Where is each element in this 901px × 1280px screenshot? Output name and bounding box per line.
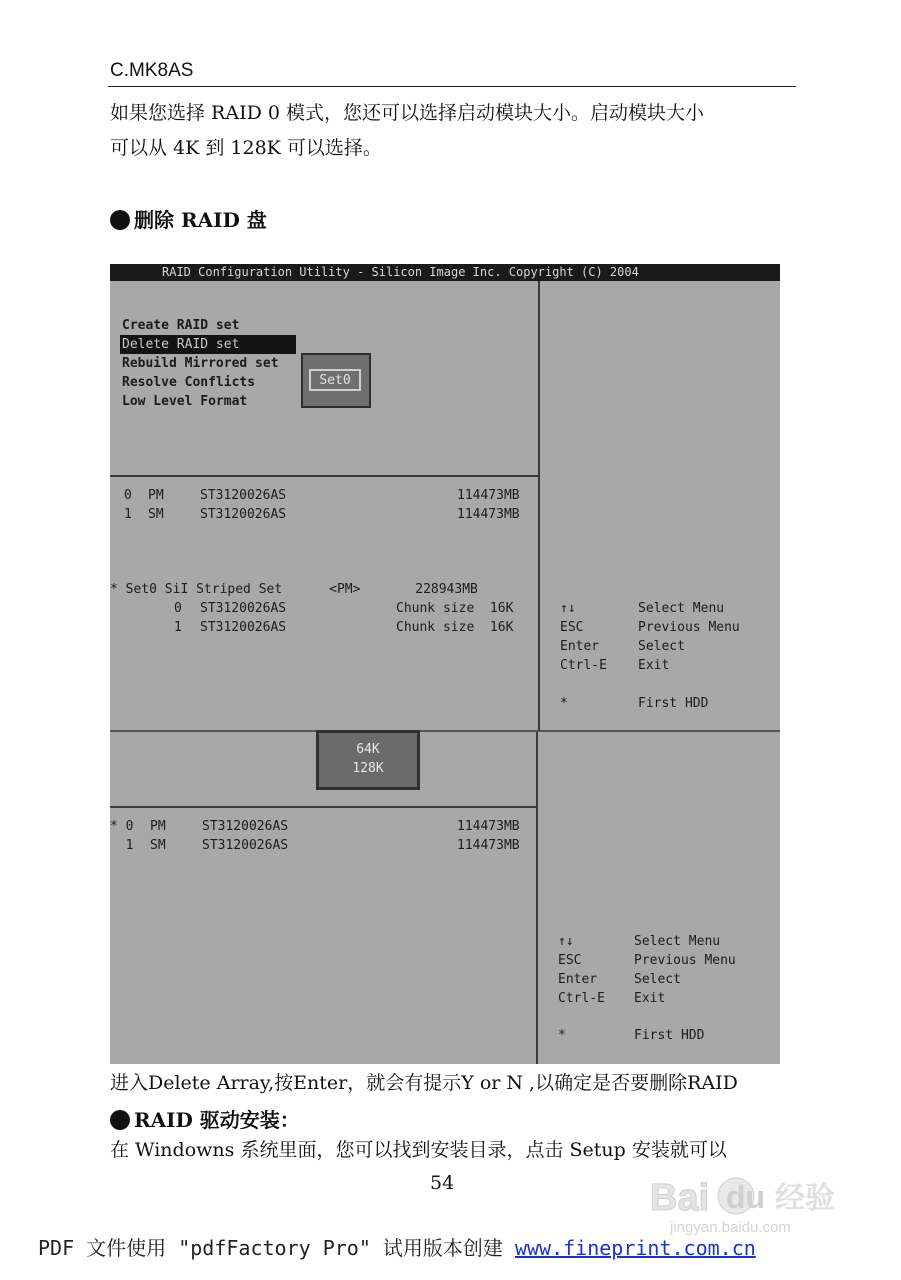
drive-role: SM xyxy=(148,507,164,522)
drive-model: ST3120026AS xyxy=(202,838,289,853)
member-idx: 0 xyxy=(174,601,182,616)
help-action: Previous Menu xyxy=(634,953,736,968)
baidu-watermark xyxy=(640,1168,850,1238)
help-action: First HDD xyxy=(638,696,709,711)
intro-line-1: 如果您选择 RAID 0 模式，您还可以选择启动模块大小。启动模块大小 xyxy=(110,102,704,124)
section-title: RAID 驱动安装： xyxy=(134,1108,300,1132)
chunk-size-popup xyxy=(316,730,420,790)
help-key: Enter xyxy=(558,972,598,987)
watermark-url: jingyan.baidu.com xyxy=(670,1219,791,1236)
help-action: Select xyxy=(634,972,681,987)
header-rule xyxy=(108,86,796,87)
menu-item-lowlevel[interactable]: Low Level Format xyxy=(122,394,248,409)
bullet-icon xyxy=(110,210,130,230)
drive-size: 114473MB xyxy=(457,488,520,503)
member-chunk: Chunk size 16K xyxy=(396,601,514,616)
drive-size: 114473MB xyxy=(457,838,520,853)
drive-model: ST3120026AS xyxy=(200,507,287,522)
svg-text:经验: 经验 xyxy=(775,1181,835,1216)
help-action: Exit xyxy=(634,991,666,1006)
drive-role: PM xyxy=(150,819,166,834)
divider-vertical xyxy=(536,732,538,1064)
menu-item-create[interactable]: Create RAID set xyxy=(122,318,240,333)
drive-model: ST3120026AS xyxy=(200,488,287,503)
help-key: ESC xyxy=(558,953,582,968)
set-option[interactable]: Set0 xyxy=(309,369,361,391)
menu-item-resolve[interactable]: Resolve Conflicts xyxy=(122,375,256,390)
section-heading-delete xyxy=(110,204,267,233)
member-idx: 1 xyxy=(174,620,182,635)
footer-text: PDF 文件使用 "pdfFactory Pro" 试用版本创建 xyxy=(38,1236,515,1260)
member-model: ST3120026AS xyxy=(200,620,287,635)
drive-idx: 1 xyxy=(124,507,132,522)
divider-vertical xyxy=(538,281,540,731)
help-action: Select Menu xyxy=(634,934,721,949)
menu-item-rebuild[interactable]: Rebuild Mirrored set xyxy=(122,356,279,371)
help-action: Exit xyxy=(638,658,670,673)
help-key: Enter xyxy=(560,639,600,654)
drive-size: 114473MB xyxy=(457,507,520,522)
drive-idx: 1 xyxy=(110,838,134,853)
drive-idx: * 0 xyxy=(110,819,134,834)
set-popup xyxy=(301,353,371,408)
member-chunk: Chunk size 16K xyxy=(396,620,514,635)
chunk-option[interactable]: 64K xyxy=(356,742,380,757)
drive-role: PM xyxy=(148,488,164,503)
after-screenshot-text: 进入Delete Array,按Enter，就会有提示Y or N ,以确定是否要删除RAID xyxy=(110,1072,738,1094)
drive-idx: 0 xyxy=(124,488,132,503)
section-title: 删除 RAID 盘 xyxy=(134,208,267,232)
help-key: Ctrl-E xyxy=(558,991,605,1006)
svg-text:Bai: Bai xyxy=(650,1177,710,1219)
help-action: Select Menu xyxy=(638,601,725,616)
section-heading-driver xyxy=(110,1104,300,1133)
divider-horizontal xyxy=(110,475,540,477)
divider-horizontal xyxy=(110,730,780,732)
help-action: First HDD xyxy=(634,1028,705,1043)
divider-horizontal xyxy=(110,806,538,808)
help-key: * xyxy=(560,696,568,711)
bios-title-bar: RAID Configuration Utility - Silicon Image Inc. Copyright (C) 2004 xyxy=(110,264,780,281)
driver-text: 在 Windowns 系统里面，您可以找到安装目录，点击 Setup 安装就可以 xyxy=(110,1139,727,1161)
help-action: Select xyxy=(638,639,685,654)
page-number: 54 xyxy=(430,1172,455,1194)
help-key: ESC xyxy=(560,620,584,635)
member-model: ST3120026AS xyxy=(200,601,287,616)
chunk-option[interactable]: 128K xyxy=(352,761,384,776)
help-key: Ctrl-E xyxy=(560,658,607,673)
svg-text:du: du xyxy=(726,1179,766,1215)
help-action: Previous Menu xyxy=(638,620,740,635)
bullet-icon xyxy=(110,1110,130,1130)
drive-model: ST3120026AS xyxy=(202,819,289,834)
footer-link[interactable]: www.fineprint.com.cn xyxy=(514,1236,756,1260)
help-key: ↑↓ xyxy=(560,601,576,616)
menu-item-delete[interactable]: Delete RAID set xyxy=(120,335,296,354)
document-header: C.MK8AS xyxy=(110,60,194,81)
help-key: ↑↓ xyxy=(558,934,574,949)
raid-set-line[interactable]: * Set0 SiI Striped Set <PM> 228943MB xyxy=(110,582,478,597)
drive-role: SM xyxy=(150,838,166,853)
bios-screenshot xyxy=(110,264,780,1064)
help-key: * xyxy=(558,1028,566,1043)
intro-line-2: 可以从 4K 到 128K 可以选择。 xyxy=(110,137,382,159)
drive-size: 114473MB xyxy=(457,819,520,834)
pdf-footer xyxy=(38,1232,756,1261)
